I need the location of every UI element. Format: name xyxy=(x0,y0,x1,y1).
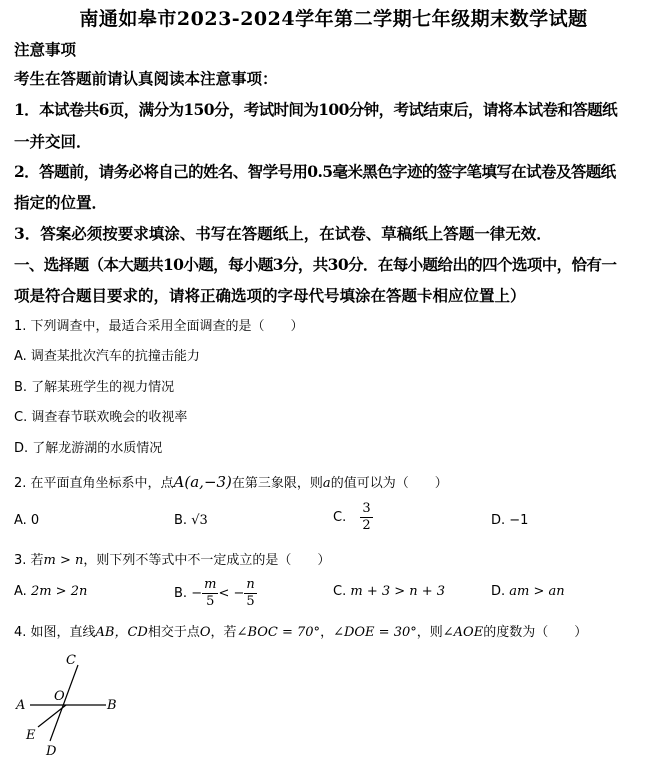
notice-item-1-line-2: 一并交回． xyxy=(14,132,92,151)
q1-option-a: A. 调查某批次汽车的抗撞击能力 xyxy=(14,349,200,364)
q1-option-d: D. 了解龙游湖的水质情况 xyxy=(14,441,163,456)
q4-angle-boc: ∠BOC = 70° xyxy=(236,625,321,640)
q3-option-c-expr: m + 3 > n + 3 xyxy=(350,584,446,599)
notice-item-2-line-1: 2．答题前，请务必将自己的姓名、智学号用0.5毫米黑色字迹的签字笔填写在试卷及答题纸 xyxy=(14,162,616,181)
label-c: C xyxy=(66,653,76,668)
q2-option-c-denominator: 2 xyxy=(362,518,371,533)
q3-option-b xyxy=(174,577,257,610)
label-o: O xyxy=(54,689,65,704)
q4-point: O xyxy=(199,625,211,640)
q3-condition: m > n xyxy=(43,553,84,568)
q2-option-c-label: C. xyxy=(333,510,347,525)
q4-angle-doe: ∠DOE = 30° xyxy=(333,625,417,640)
q1-option-c: C. 调查春节联欢晚会的收视率 xyxy=(14,410,188,425)
q3-option-a xyxy=(14,584,87,599)
q2-option-a: A. 0 xyxy=(14,513,40,528)
q3-stem xyxy=(14,549,330,568)
q2-option-b xyxy=(174,513,208,528)
q4-stem-text-d: ，则 xyxy=(416,625,443,640)
q4-stem-text-b: 相交于点 xyxy=(147,625,200,640)
exam-title: 南通如皋市2023-2024学年第二学期七年级期末数学试题 xyxy=(79,8,588,30)
q2-stem-text-c: 的值可以为（ ） xyxy=(330,476,448,491)
q2-stem-text-a: 2. 在平面直角坐标系中，点 xyxy=(14,476,174,491)
notice-item-2-line-2: 指定的位置． xyxy=(14,193,108,212)
section-1-heading-line-2: 项是符合题目要求的，请将正确选项的字母代号填涂在答题卡相应位置上） xyxy=(14,286,526,305)
q2-option-c xyxy=(333,501,373,534)
q4-lines: AB，CD xyxy=(95,625,148,640)
section-1-heading-line-1: 一、选择题（本大题共10小题，每小题3分，共30分．在每小题给出的四个选项中，恰有一 xyxy=(14,255,617,274)
q2-stem xyxy=(14,472,448,491)
q3-option-d-label: D. xyxy=(491,584,506,599)
label-b: B xyxy=(107,698,117,713)
ray-oe xyxy=(38,705,66,727)
q3-option-b-fraction-2 xyxy=(244,577,256,610)
q4-angle-aoe: ∠AOE xyxy=(442,625,484,640)
q3-option-b-denominator-2: 5 xyxy=(246,594,255,609)
notice-item-1-line-1: 1．本试卷共6页，满分为150分，考试时间为100分钟，考试结束后，请将本试卷和答题纸 xyxy=(14,100,617,119)
q2-option-b-label: B. xyxy=(174,513,188,528)
q2-stem-text-b: 在第三象限，则 xyxy=(231,476,323,491)
q4-separator: ， xyxy=(320,625,334,640)
q3-option-d xyxy=(491,584,565,599)
q3-option-b-numerator-2: n xyxy=(246,577,255,592)
q2-option-b-value: √3 xyxy=(191,513,208,528)
q3-option-b-denominator-1: 5 xyxy=(206,594,215,609)
q3-option-d-expr: am > an xyxy=(509,584,565,599)
label-a: A xyxy=(16,698,26,713)
q3-option-b-fraction-1 xyxy=(202,577,218,610)
q4-geometry-figure xyxy=(0,645,140,772)
q4-stem-text-a: 4. 如图，直线 xyxy=(14,625,96,640)
q3-option-a-expr: 2m > 2n xyxy=(30,584,88,599)
q3-stem-text-b: ，则下列不等式中不一定成立的是（ ） xyxy=(83,553,331,568)
q2-option-d: D. −1 xyxy=(491,513,529,528)
notice-item-3: 3．答案必须按要求填涂、书写在答题纸上，在试卷、草稿纸上答题一律无效． xyxy=(14,224,552,243)
q1-option-b: B. 了解某班学生的视力情况 xyxy=(14,380,175,395)
q3-option-b-numerator-1: m xyxy=(204,577,217,592)
q3-option-c-label: C. xyxy=(333,584,347,599)
notice-heading: 注意事项 xyxy=(14,40,77,59)
q3-stem-text-a: 3. 若 xyxy=(14,553,44,568)
q2-option-c-numerator: 3 xyxy=(362,501,371,516)
label-e: E xyxy=(26,728,36,743)
q3-option-c xyxy=(333,584,445,599)
q2-variable: a xyxy=(322,476,331,491)
label-d: D xyxy=(46,744,57,759)
q2-point: A(a,−3) xyxy=(173,473,232,491)
q2-option-c-fraction xyxy=(360,501,372,534)
q4-stem-text-c: ，若 xyxy=(210,625,237,640)
q4-stem xyxy=(14,621,587,640)
q3-option-b-minus: − xyxy=(191,586,203,601)
q4-stem-text-e: 的度数为（ ） xyxy=(483,625,588,640)
q3-option-b-label: B. xyxy=(174,586,188,601)
q3-option-a-label: A. xyxy=(14,584,27,599)
notice-intro: 考生在答题前请认真阅读本注意事项： xyxy=(14,69,278,88)
q3-option-b-relation: < − xyxy=(218,586,245,601)
q1-stem: 1. 下列调查中，最适合采用全面调查的是（ ） xyxy=(14,319,304,334)
